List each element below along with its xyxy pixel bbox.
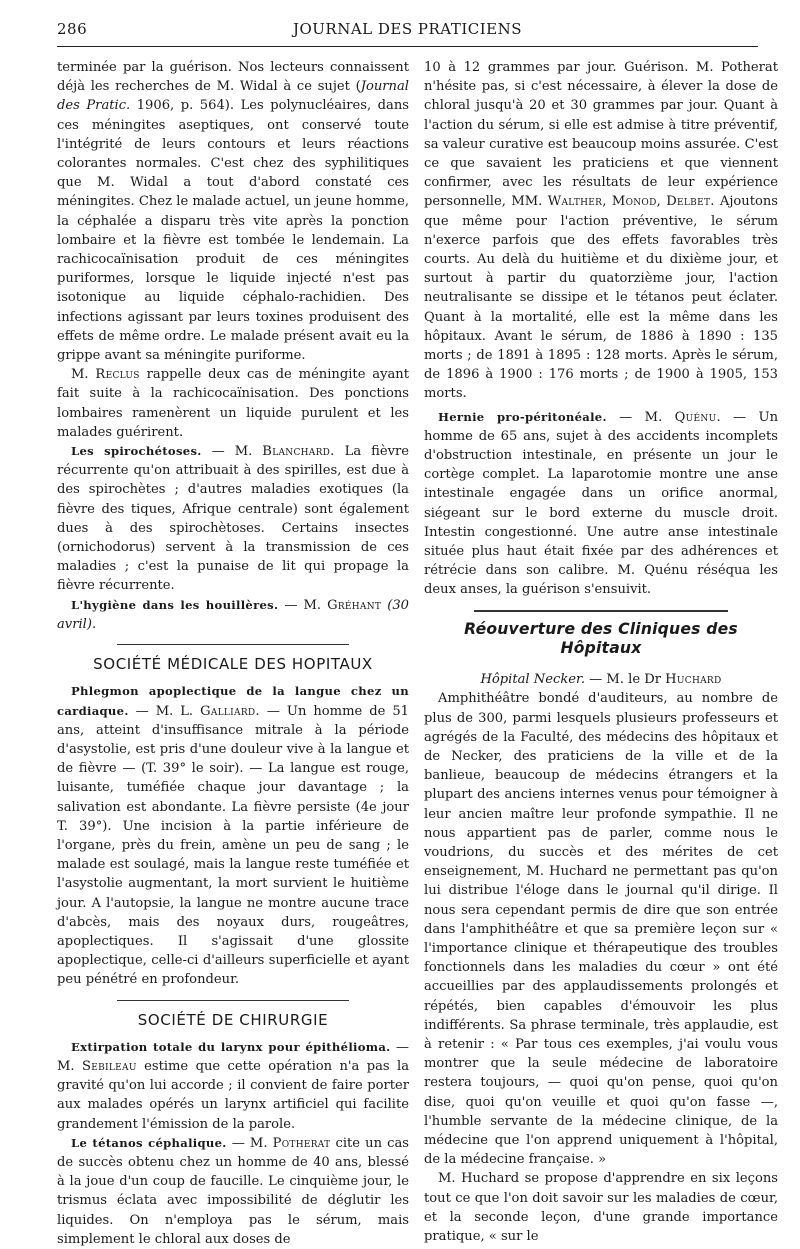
paragraph-phlegmon: Phlegmon apoplectique de la langue chez un cardiaque. — M. L. Galliard. — Un homme de 51 ans, atteint d'insuffisance mitrale à la période d'asystolie, est pris d'une douleur vive à la langue et de fièvre — (T. 39° le soir). — La langue est rouge, luisante, tuméfiée chaque jour davantage ; la salivation est abondante. La fièvre persiste (4e jour T. 39°). Une incision à la partie inférieure de l'organe, près du frein, amène un peu de sang ; le malade est soulagé, mais la langue reste tuméfiée et l'asystolie augmentant, la mort survient le huitième jour. A l'autopsie, la langue ne montre aucune trace d'abcès, mais des noyaux durs, rougeâtres, apoplectiques. Il s'agissait d'une glossite apoplectique, celle-ci d'ailleurs superficielle et ayant peu pénétré en profondeur.	[57, 684, 409, 988]
section-divider	[117, 644, 349, 645]
author-name: Quénu	[674, 409, 717, 425]
run-in-heading: Extirpation totale du larynx pour épithélioma.	[71, 1039, 391, 1054]
session-date: (30 avril).	[57, 597, 409, 632]
page-number: 286	[57, 20, 88, 38]
author-name: Reclus	[95, 367, 140, 383]
paragraph-hernie: Hernie pro-péritonéale. — M. Quénu. — Un homme de 65 ans, sujet à des accidents incomplets d'obstruction intestinale, en présente un jour le cortège complet. La laparotomie montre une anse intestinale engagée dans un orifice anormal, siégeant sur le bord externe du muscle droit. Intestin congestionné. Une autre anse intestinale située plus haut était fixée par des adhérences et rétrécie dans son calibre. M. Quénu réséqua les deux anses, la guérison s'ensuivit.	[424, 409, 779, 598]
paragraph-larynx: Extirpation totale du larynx pour épithélioma. — M. Sebileau estime que cette opération n'a pas la gravité qu'on lui accorde ; il convient de faire porter aux malades opérés un larynx artificiel qui facilite grandement l'émission de la parole.	[57, 1039, 409, 1132]
section-title-chirurgie: SOCIÉTÉ DE CHIRURGIE	[137, 1010, 329, 1029]
right-column	[424, 58, 778, 1246]
paragraph-hygiene: L'hygiène dans les houillères. — M. Gréhant (30 avril).	[57, 597, 409, 632]
running-header	[57, 20, 758, 42]
author-name: Sebileau	[81, 1058, 137, 1074]
run-in-heading: Phlegmon apoplectique de la langue chez un cardiaque.	[57, 684, 409, 718]
run-in-heading: Les spirochétoses.	[71, 444, 202, 459]
paragraph-tetanos: Le tétanos céphalique. — M. Potherat cite un cas de succès obtenu chez un homme de 40 ans, blessé à la joue d'un coup de faucille. Le cinquième jour, le trismus éclata avec impossibilité de déglutir les liquides. On n'employa pas le sérum, mais simplement le chloral aux doses de	[57, 1135, 410, 1247]
run-in-heading: Hernie pro-péritonéale.	[438, 409, 607, 424]
hospital-name: Hôpital Necker.	[480, 672, 585, 688]
author-name: Gréhant	[327, 597, 382, 613]
journal-title: JOURNAL DES PRATICIENS	[292, 20, 523, 38]
paragraph-amphitheatre: Amphithéâtre bondé d'auditeurs, au nombre de plus de 300, parmi lesquels plusieurs professeurs et agrégés de la Faculté, des médecins des hôpitaux et de Necker, des praticiens de la ville et de la banlieue, beaucoup de médecins étrangers et la plupart des anciens internes venus pour témoigner à leur ancien maître leur profonde sympathie. Il ne nous appartient pas de parler, comme nous le voudrions, du succès et des mérites de cet enseignement, M. Huchard ne permettant pas qu'on lui distribue l'éloge dans le journal qu'il dirige. Il nous sera cependant permis de dire que son entrée dans l'amphithéâtre et que sa première leçon sur « l'importance clinique et thérapeutique des troubles fonctionnels dans les maladies du cœur » ont été accueillies par des applaudissements prolongés et répétés, bien capables d'émouvoir les plus indifférents. Sa phrase terminale, très applaudie, est à retenir : « Par tous ces exemples, j'ai voulu vous montrer que la seule médecine de laboratoire restera toujours, — quoi qu'on pense, quoi qu'on dise, quoi qu'on veuille et quoi qu'on fasse —, l'humble servante de la médecine clinique, de la médecine que l'on apprend uniquement à l'hôpital, de la médecine française. »	[424, 691, 778, 1168]
paragraph-tetanos-continued: 10 à 12 grammes par jour. Guérison. M. Potherat n'hésite pas, si c'est nécessaire, à élever la dose de chloral jusqu'à 20 et 30 grammes par jour. Quant à l'action du sérum, si elle est admise à titre préventif, sa valeur curative est beaucoup moins assurée. C'est ce que savaient les praticiens et que viennent confirmer, avec les résultats de leur expérience personnelle, MM. Walther, Monod, Delbet. Ajoutons que même pour l'action préventive, le sérum n'exerce parfois que des effets favorables très courts. Au delà du huitième et du dixième jour, et surtout à partir du quatorzième jour, l'action neutralisante se dissipe et le tétanos peut éclater. Quant à la mortalité, elle est la même dans les hôpitaux. Avant le sérum, de 1886 à 1890 : 135 morts ; de 1891 à 1895 : 128 morts. Après le sérum, de 1896 à 1900 : 176 morts ; de 1900 à 1905, 153 morts.	[424, 60, 778, 402]
run-in-heading: L'hygiène dans les houillères.	[71, 597, 279, 612]
author-name: Walther	[547, 194, 603, 210]
section-divider	[474, 610, 728, 612]
author-name: Delbet	[666, 194, 711, 210]
section-title-cliniques: Réouverture des Cliniques des Hôpitaux	[464, 619, 738, 657]
header-rule	[57, 46, 758, 47]
section-title-medicale: SOCIÉTÉ MÉDICALE DES HOPITAUX	[93, 655, 373, 674]
author-name: Galliard.	[200, 703, 260, 719]
hospital-line: Hôpital Necker. — M. le Dr Huchard	[480, 672, 722, 688]
run-in-heading: Le tétanos céphalique.	[71, 1135, 227, 1150]
left-column	[57, 58, 409, 1249]
author-name: Potherat	[272, 1135, 331, 1151]
paragraph-huchard-lecons: M. Huchard se propose d'apprendre en six leçons tout ce que l'on doit savoir sur les maladies de cœur, et la seconde leçon, d'une grande importance pratique, « sur le	[424, 1171, 778, 1244]
paragraph-spirochetoses: Les spirochétoses. — M. Blanchard. La fièvre récurrente qu'on attribuait à des spirilles, est due à des spirochètes ; d'autres maladies exotiques (la fièvre des tiques, Afrique centrale) sont également dues à des spirochètoses. Certains insectes (ornichodorus) servent à la transmission de ces maladies ; c'est la punaise de lit qui propage la fièvre récurrente.	[57, 444, 410, 594]
author-name: Huchard	[665, 672, 722, 688]
section-divider	[117, 1000, 349, 1001]
journal-reference: Journal des Pratic.	[57, 79, 409, 114]
paragraph-widal: terminée par la guérison. Nos lecteurs connaissent déjà les recherches de M. Widal à ce sujet (Journal des Pratic. 1906, p. 564). Les polynucléaires, dans ces méningites aseptiques, ont conservé toute l'intégrité de leurs contours et leurs réactions colorantes normales. C'est chez des syphilitiques que M. Widal a tout d'abord constaté ces méningites. Chez le malade actuel, un jeune homme, la céphalée a disparu très vite après la ponction lombaire et la fièvre est tombée le lendemain. La rachicocaïnisation produit de ces méningites puriformes, lorsque le liquide injecté n'est pas isotonique au liquide céphalo-rachidien. Des infections agissant par leurs toxines produisent des effets de même ordre. Le malade présent avait eu la grippe avant sa méningite puriforme.	[57, 60, 409, 364]
paragraph-reclus: M. Reclus rappelle deux cas de méningite ayant fait suite à la rachicocaïnisation. Des ponctions lombaires ramenèrent un liquide purulent et les malades guérirent.	[57, 367, 409, 440]
author-name: Blanchard.	[262, 444, 335, 460]
author-name: Monod	[611, 194, 657, 210]
